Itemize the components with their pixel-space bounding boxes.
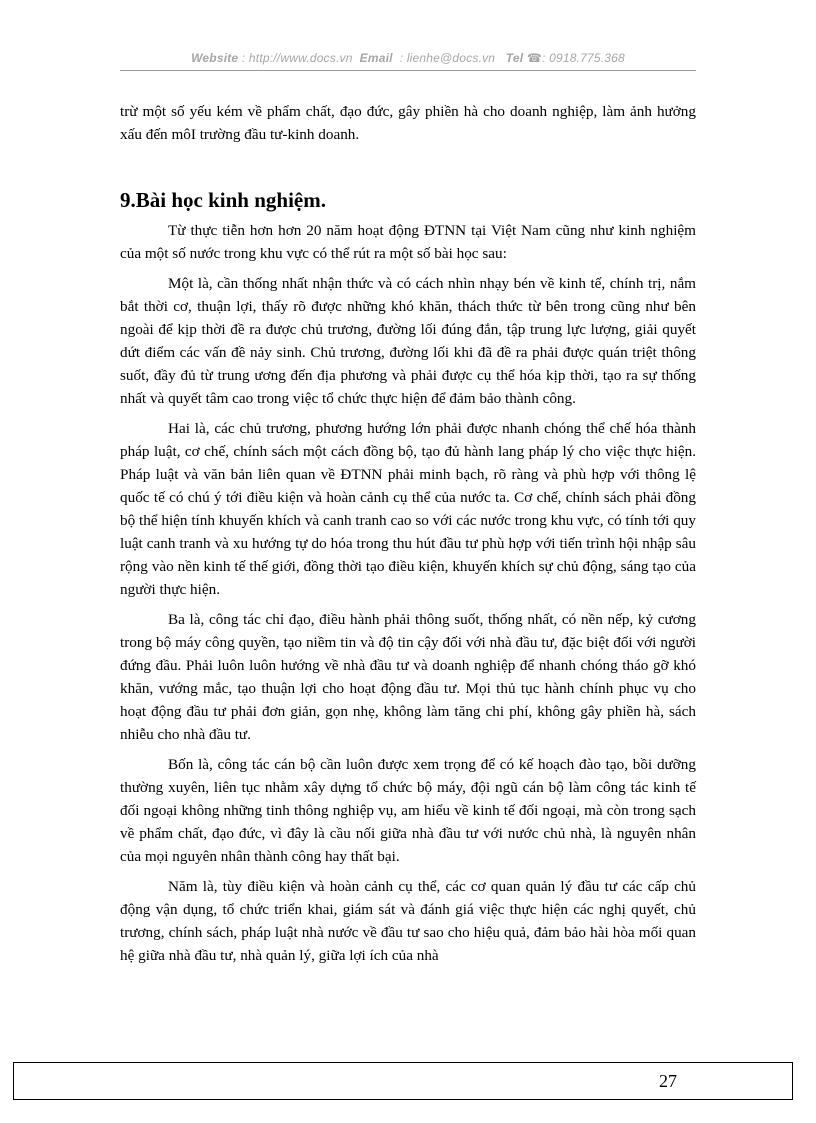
page-content: [120, 100, 696, 974]
page-number: 27: [659, 1071, 677, 1091]
website-label: Website: [191, 51, 239, 65]
body-paragraph: Từ thực tiễn hơn hơn 20 năm hoạt động ĐTNN tại Việt Nam cũng như kinh nghiệm của một số nước trong khu vực có thể rút ra một số bài học sau:: [120, 222, 696, 262]
body-paragraph: Một là, cần thống nhất nhận thức và có cách nhìn nhạy bén về kinh tế, chính trị, nắm bắt thời cơ, thuận lợi, thấy rõ được những khó khăn, thách thức từ bên trong cũng như bên ngoài để kịp thời đề ra được chủ trương, đường lối đúng đắn, tập trung lực lượng, giải quyết dứt điểm các vấn đề nảy sinh. Chủ trương, đường lối khi đã đề ra phải được quán triệt thông suốt, đầy đủ từ trung ương đến địa phương và phải được cụ thể hóa kịp thời, tạo ra sự thống nhất và quyết tâm cao trong việc tổ chức thực hiện để đảm bảo thành công.: [120, 275, 696, 407]
phone-icon: ☎: [526, 51, 542, 65]
tel-value: : 0918.775.368: [542, 51, 625, 65]
body-paragraph: Bốn là, công tác cán bộ cần luôn được xem trọng để có kế hoạch đào tạo, bồi dưỡng thường xuyên, liên tục nhằm xây dựng tổ chức bộ máy, đội ngũ cán bộ làm công tác kinh tế đối ngoại không những tinh thông nghiệp vụ, am hiểu về kinh tế đối ngoại, mà còn trong sạch về phẩm chất, đạo đức, vì đây là cầu nối giữa nhà đầu tư với nước chủ nhà, là nguyên nhân của mọi nguyên nhân thành công hay thất bại.: [120, 756, 696, 865]
intro-paragraph: trừ một số yếu kém về phẩm chất, đạo đức, gây phiền hà cho doanh nghiệp, làm ảnh hưởng xấu đến môI trường đầu tư-kinh doanh.: [120, 103, 696, 143]
body-paragraph: Năm là, tùy điều kiện và hoàn cảnh cụ thể, các cơ quan quản lý đầu tư các cấp chủ động vận dụng, tổ chức triển khai, giám sát và đánh giá việc thực hiện các nghị quyết, chủ trương, chính sách, pháp luật nhà nước về đầu tư sao cho hiệu quả, đảm bảo hài hòa mối quan hệ giữa nhà đầu tư, nhà quản lý, giữa lợi ích của nhà: [120, 878, 696, 964]
page-footer: [13, 1062, 793, 1100]
section-heading: 9.Bài học kinh nghiệm.: [120, 188, 326, 212]
body-paragraph: Hai là, các chủ trương, phương hướng lớn phải được nhanh chóng thể chế hóa thành pháp luật, cơ chế, chính sách một cách đồng bộ, tạo đủ hành lang pháp lý cho việc thực hiện. Pháp luật và văn bản liên quan về ĐTNN phải minh bạch, rõ ràng và phù hợp với thông lệ quốc tế có chú ý tới điều kiện và hoàn cảnh cụ thể của nước ta. Cơ chế, chính sách phải đồng bộ thể hiện tính khuyến khích và canh tranh cao so với các nước trong khu vực, có tính tới quy luật canh tranh và xu hướng tự do hóa trong thu hút đầu tư phù hợp với tiến trình hội nhập sâu rộng vào nền kinh tế thế giới, đồng thời tạo điều kiện, khuyến khích sự chủ động, sáng tạo của người thực hiện.: [120, 420, 696, 598]
website-value[interactable]: : http://www.docs.vn: [241, 51, 353, 65]
email-value[interactable]: : lienhe@docs.vn: [399, 51, 496, 65]
body-paragraph: Ba là, công tác chỉ đạo, điều hành phải thông suốt, thống nhất, có nền nếp, kỷ cương trong bộ máy công quyền, tạo niềm tin và độ tin cậy đối với nhà đầu tư, đặc biệt đối với người đứng đầu. Phải luôn luôn hướng về nhà đầu tư và doanh nghiệp để nhanh chóng tháo gỡ khó khăn, vướng mắc, tạo thuận lợi cho hoạt động đầu tư. Mọi thủ tục hành chính phục vụ cho hoạt động đầu tư phải đơn giản, gọn nhẹ, không làm tăng chi phí, không gây phiền hà, sách nhiễu cho nhà đầu tư.: [120, 611, 696, 743]
header-divider: [120, 70, 696, 71]
email-label: Email: [359, 51, 393, 65]
tel-label: Tel: [505, 51, 524, 65]
page-header: [120, 51, 696, 65]
